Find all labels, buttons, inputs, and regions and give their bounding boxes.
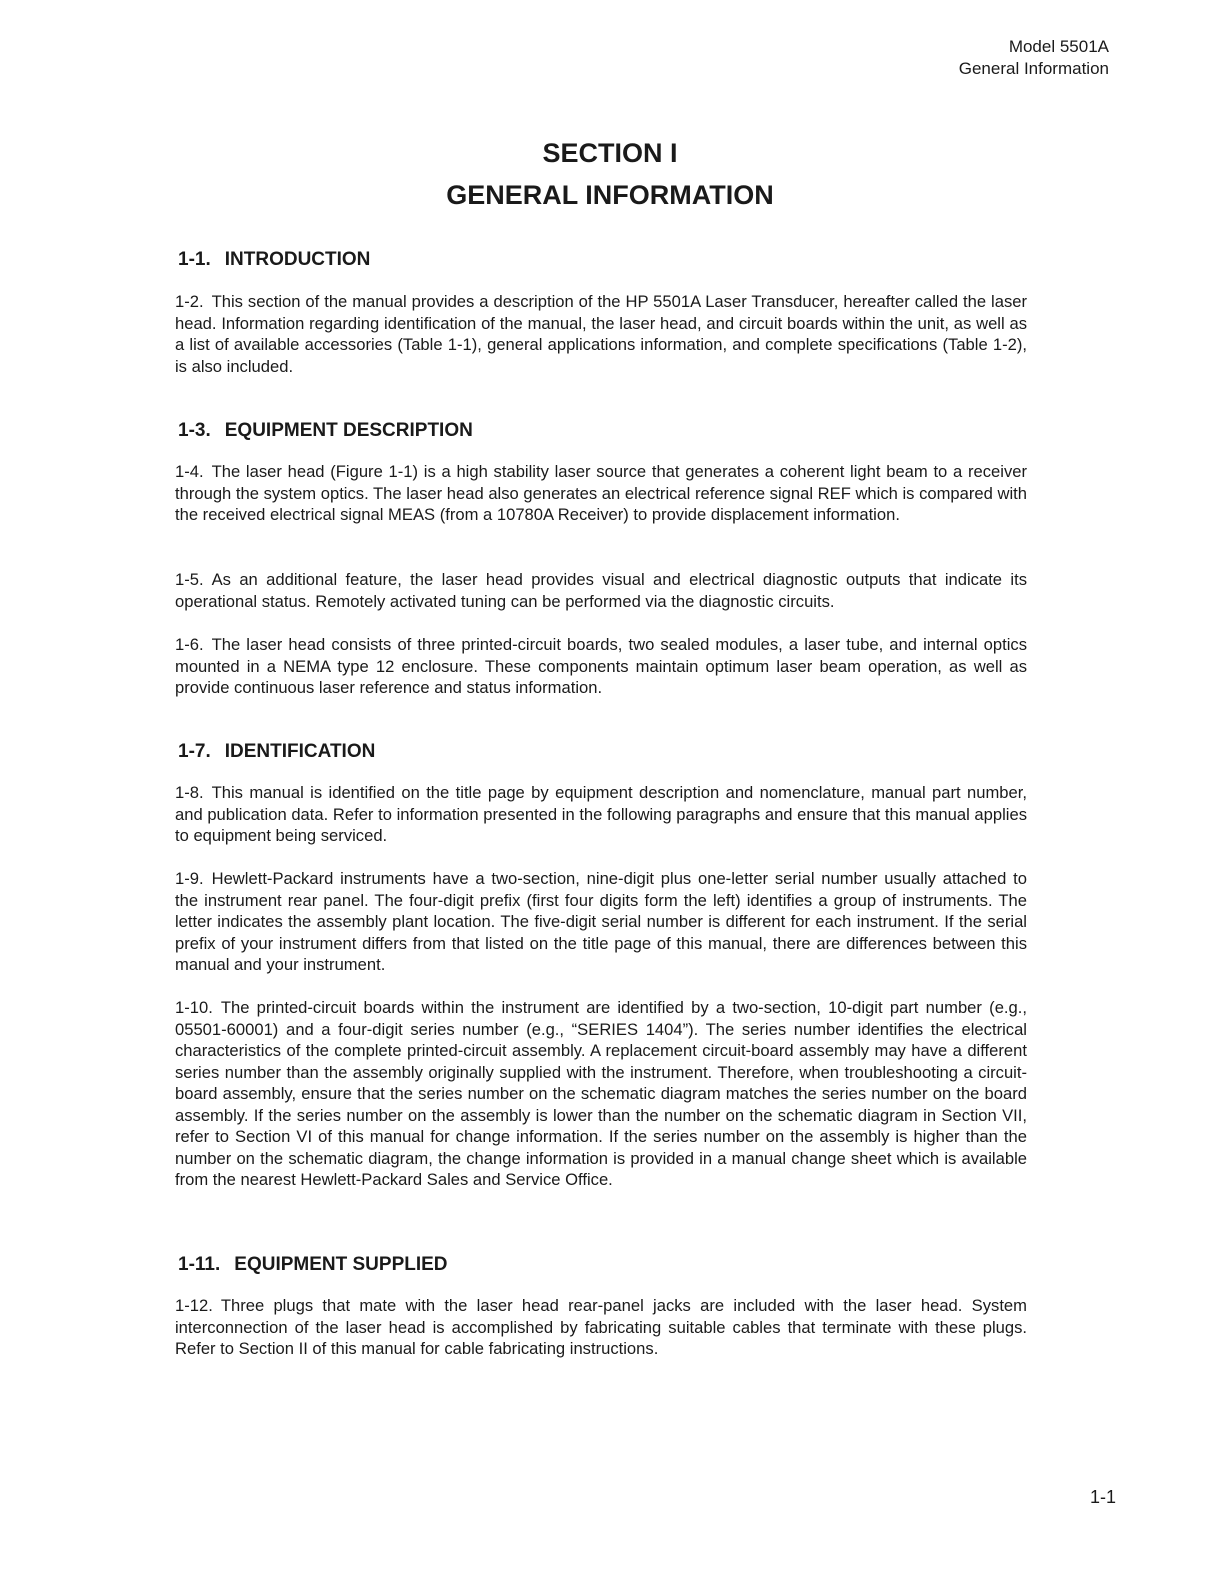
paragraph-number: 1-6. bbox=[175, 635, 204, 654]
paragraph-text: This manual is identified on the title page by equipment description and nomenclature, manual part number, and publication data. Refer to information presented in the following paragraphs and ensure that this manual applies to equipment being serviced. bbox=[175, 783, 1027, 845]
paragraph-text: The printed-circuit boards within the instrument are identified by a two-section, 10-digit part number (e.g., 05501-60001) and a four-digit series number (e.g., “SERIES 1404”). The series number identifies the electrical characteristics of the complete printed-circuit assembly. A replacement circuit-board assembly may have a different series number than the assembly originally supplied with the instrument. Therefore, when troubleshooting a circuit-board assembly, ensure that the series number on the schematic diagram matches the series number on the board assembly. If the series number on the assembly is lower than the number on the schematic diagram in Section VII, refer to Section VI of this manual for change information. If the series number on the assembly is higher than the number on the schematic diagram, the change information is provided in a manual change sheet which is available from the nearest Hewlett-Packard Sales and Service Office. bbox=[175, 998, 1027, 1189]
section-subtitle: GENERAL INFORMATION bbox=[446, 180, 774, 210]
heading-equipment-supplied bbox=[178, 1254, 448, 1276]
paragraph-text: The laser head (Figure 1-1) is a high stability laser source that generates a coherent light beam to a receiver through the system optics. The laser head also generates an electrical reference signal REF which is compared with the received electrical signal MEAS (from a 10780A Receiver) to provide displacement information. bbox=[175, 462, 1027, 524]
heading-text: EQUIPMENT DESCRIPTION bbox=[224, 420, 473, 441]
paragraph-number: 1-2. bbox=[175, 292, 204, 311]
heading-text: EQUIPMENT SUPPLIED bbox=[234, 1254, 448, 1275]
paragraph-1-8 bbox=[175, 782, 1027, 847]
paragraph-number: 1-8. bbox=[175, 783, 204, 802]
paragraph-number: 1-10. bbox=[175, 998, 213, 1017]
running-header bbox=[959, 36, 1109, 80]
page-number: 1-1 bbox=[1090, 1487, 1117, 1507]
header-model: Model 5501A bbox=[1008, 37, 1109, 56]
heading-number: 1-1. bbox=[178, 249, 211, 270]
paragraph-1-5 bbox=[175, 569, 1027, 612]
paragraph-number: 1-9. bbox=[175, 869, 204, 888]
heading-equipment-description bbox=[178, 420, 473, 442]
paragraph-number: 1-4. bbox=[175, 462, 204, 481]
heading-number: 1-11. bbox=[178, 1254, 221, 1275]
paragraph-number: 1-12. bbox=[175, 1296, 213, 1315]
paragraph-text: As an additional feature, the laser head provides visual and electrical diagnostic outputs that indicate its operational status. Remotely activated tuning can be performed via the diagnostic circuits. bbox=[175, 570, 1027, 611]
paragraph-1-2 bbox=[175, 291, 1027, 377]
heading-number: 1-3. bbox=[178, 420, 211, 441]
paragraph-text: Three plugs that mate with the laser head rear-panel jacks are included with the laser head. System interconnection of the laser head is accomplished by fabricating suitable cables that terminate with these plugs. Refer to Section II of this manual for cable fabricating instructions. bbox=[175, 1296, 1027, 1358]
paragraph-text: This section of the manual provides a description of the HP 5501A Laser Transducer, hereafter called the laser head. Information regarding identification of the manual, the laser head, and circuit boards within the unit, as well as a list of available accessories (Table 1-1), general applications information, and complete specifications (Table 1-2), is also included. bbox=[175, 292, 1027, 376]
heading-text: IDENTIFICATION bbox=[224, 741, 376, 762]
paragraph-1-10 bbox=[175, 997, 1027, 1191]
heading-number: 1-7. bbox=[178, 741, 211, 762]
section-title: SECTION I bbox=[542, 138, 678, 168]
paragraph-text: The laser head consists of three printed-circuit boards, two sealed modules, a laser tube, and internal optics mounted in a NEMA type 12 enclosure. These components maintain optimum laser beam operation, as well as provide continuous laser reference and status information. bbox=[175, 635, 1027, 697]
heading-introduction bbox=[178, 249, 370, 271]
paragraph-1-12 bbox=[175, 1295, 1027, 1360]
heading-text: INTRODUCTION bbox=[224, 249, 371, 270]
paragraph-1-4 bbox=[175, 461, 1027, 526]
paragraph-1-6 bbox=[175, 634, 1027, 699]
header-section: General Information bbox=[958, 59, 1109, 78]
paragraph-number: 1-5. bbox=[175, 570, 204, 589]
heading-identification bbox=[178, 741, 375, 763]
paragraph-1-9 bbox=[175, 868, 1027, 976]
paragraph-text: Hewlett-Packard instruments have a two-section, nine-digit plus one-letter serial number usually attached to the instrument rear panel. The four-digit prefix (first four digits form the left) identifies a group of instruments. The letter indicates the assembly plant location. The five-digit serial number is different for each instrument. If the serial prefix of your instrument differs from that listed on the title page of this manual, there are differences between this manual and your instrument. bbox=[175, 869, 1027, 974]
